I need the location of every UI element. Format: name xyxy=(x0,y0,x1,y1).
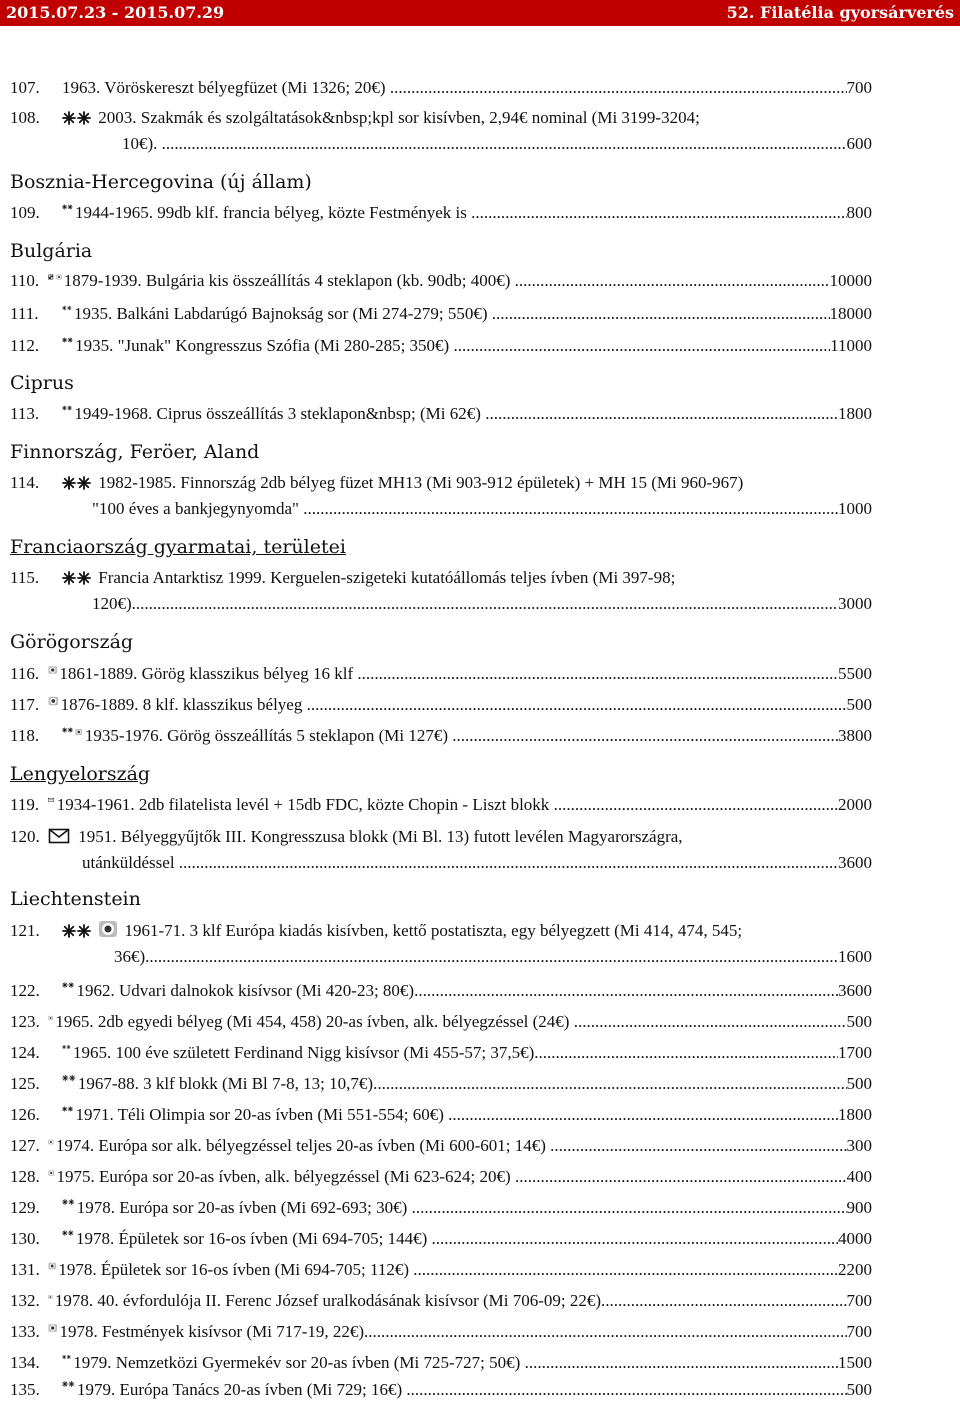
lot-119 xyxy=(10,792,872,818)
lot-price: 3600 xyxy=(838,981,872,1000)
lot-description: 1974. Európa sor alk. bélyegzéssel teljes 20-as ívben (Mi 600-601; 14€) xyxy=(55,1136,551,1155)
lot-description: 1978. Épületek sor 16-os ívben (Mi 694-705; 112€) xyxy=(58,1260,414,1279)
lot-description: 1963. Vöröskereszt bélyegfüzet (Mi 1326; 20€) xyxy=(62,78,390,97)
lot-number: 129. xyxy=(10,1198,40,1217)
cancelled-icon xyxy=(75,723,83,741)
postfrisch-icon xyxy=(62,200,73,214)
lot-number: 116. xyxy=(10,664,40,683)
lot-description-line1: Francia Antarktisz 1999. Kerguelen-szigeteki kutatóállomás teljes ívben (Mi 397-98; xyxy=(98,568,676,587)
postfrisch-icon xyxy=(62,476,92,490)
lot-number: 117. xyxy=(10,695,40,714)
auction-title: 52. Filatélia gyorsárverés xyxy=(726,3,954,22)
postfrisch-icon xyxy=(62,401,72,415)
lot-number: 109. xyxy=(10,203,40,222)
lot-number: 135. xyxy=(10,1380,40,1399)
lot-price: 1500 xyxy=(838,1353,872,1372)
lot-description: 1935. "Junak" Kongresszus Szófia (Mi 280-285; 350€) xyxy=(75,336,454,355)
lot-description: utánküldéssel xyxy=(82,853,179,872)
leader-dots xyxy=(357,661,838,687)
leader-dots xyxy=(601,1288,846,1314)
lot-description: 1944-1965. 99db klf. francia bélyeg, közte Festmények is xyxy=(75,203,472,222)
lot-price: 500 xyxy=(846,1074,872,1093)
lot-description: 1965. 100 éve született Ferdinand Nigg kisívsor (Mi 455-57; 37,5€) xyxy=(72,1043,535,1062)
lot-number: 128. xyxy=(10,1167,40,1186)
lot-115 xyxy=(10,565,872,617)
postfrisch-icon xyxy=(62,924,92,938)
lot-price: 500 xyxy=(846,1012,872,1031)
lot-108 xyxy=(10,105,872,157)
lot-price: 900 xyxy=(846,1198,872,1217)
postfrisch-icon xyxy=(62,111,92,125)
section-heading: Görögország xyxy=(10,631,134,653)
lot-number: 115. xyxy=(10,568,40,587)
lot-description: 1861-1889. Görög klasszikus bélyeg 16 klf xyxy=(59,664,358,683)
leader-dots xyxy=(534,1040,838,1066)
lot-128 xyxy=(10,1164,872,1190)
lot-price: 700 xyxy=(846,1291,872,1310)
leader-dots xyxy=(432,1226,839,1252)
cancelled-icon xyxy=(48,1288,53,1306)
leader-dots xyxy=(452,723,838,749)
lot-price: 300 xyxy=(846,1136,872,1155)
cancelled-icon xyxy=(48,1319,57,1337)
lot-price: 3000 xyxy=(838,594,872,613)
lot-121 xyxy=(10,918,872,970)
section-heading: Lengyelország xyxy=(10,763,151,785)
lot-description: 1934-1961. 2db filatelista levél + 15db FDC, közte Chopin - Liszt blokk xyxy=(56,795,554,814)
postfrisch-icon xyxy=(62,723,73,737)
lot-price: 600 xyxy=(846,134,872,153)
leader-dots xyxy=(453,333,830,359)
lot-description: 1979. Nemzetközi Gyermekév sor 20-as ívben (Mi 725-727; 50€) xyxy=(73,1353,525,1372)
postfrisch-icon xyxy=(62,978,74,992)
lot-price: 18000 xyxy=(829,304,872,323)
postfrisch-icon xyxy=(62,1102,73,1116)
lot-price: 4000 xyxy=(838,1229,872,1248)
lot-price: 500 xyxy=(846,1380,872,1399)
lot-111 xyxy=(10,301,872,327)
lot-description-line1: 1951. Bélyeggyűjtők III. Kongresszusa blokk (Mi Bl. 13) futott levélen Magyarországra, xyxy=(78,827,683,846)
lot-number: 118. xyxy=(10,726,40,745)
lot-number: 122. xyxy=(10,981,40,1000)
leader-dots xyxy=(390,75,847,101)
lot-126 xyxy=(10,1102,872,1128)
lot-price: 800 xyxy=(846,203,872,222)
lot-133 xyxy=(10,1319,872,1345)
leader-dots xyxy=(448,1102,838,1128)
lot-107 xyxy=(10,75,872,101)
lot-description: 1971. Téli Olimpia sor 20-as ívben (Mi 551-554; 60€) xyxy=(75,1105,449,1124)
lot-price: 3600 xyxy=(838,853,872,872)
postfrisch-icon xyxy=(62,1071,76,1085)
leader-dots xyxy=(485,401,838,427)
lot-number: 132. xyxy=(10,1291,40,1310)
cancelled-icon xyxy=(48,1257,56,1275)
leader-dots xyxy=(307,692,847,718)
lot-number: 107. xyxy=(10,78,40,97)
lot-number: 133. xyxy=(10,1322,40,1341)
lot-description: 10€). xyxy=(122,134,162,153)
postfrisch-icon xyxy=(62,1350,71,1364)
lot-number: 114. xyxy=(10,473,40,492)
lot-description: 1978. 40. évfordulója II. Ferenc József uralkodásának kisívsor (Mi 706-09; 22€) xyxy=(54,1291,602,1310)
leader-dots xyxy=(515,1164,847,1190)
envelope-icon xyxy=(48,828,72,844)
cancelled-icon xyxy=(56,268,62,286)
lot-number: 108. xyxy=(10,108,40,127)
cancelled-icon xyxy=(48,1133,54,1151)
leader-dots xyxy=(554,792,838,818)
lot-description: 1978. Európa sor 20-as ívben (Mi 692-693; 30€) xyxy=(76,1198,412,1217)
postfrisch-icon xyxy=(62,1377,75,1391)
lot-number: 127. xyxy=(10,1136,40,1155)
section-heading: Bulgária xyxy=(10,240,93,262)
lot-number: 119. xyxy=(10,795,40,814)
lot-number: 121. xyxy=(10,921,40,940)
lot-price: 1800 xyxy=(838,1105,872,1124)
lot-description: 1965. 2db egyedi bélyeg (Mi 454, 458) 20-as ívben, alk. bélyegzéssel (24€) xyxy=(55,1012,574,1031)
cancelled-icon xyxy=(98,920,118,938)
lot-description: 1975. Európa sor 20-as ívben, alk. bélyegzéssel (Mi 623-624; 20€) xyxy=(56,1167,515,1186)
section-heading: Franciaország gyarmatai, területei xyxy=(10,536,346,558)
lot-description: 1978. Épületek sor 16-os ívben (Mi 694-705; 144€) xyxy=(75,1229,432,1248)
lot-description: 1935. Balkáni Labdarúgó Bajnokság sor (Mi 274-279; 550€) xyxy=(73,304,492,323)
lot-description: 1879-1939. Bulgária kis összeállítás 4 steklapon (kb. 90db; 400€) xyxy=(63,271,515,290)
lot-113 xyxy=(10,401,872,427)
lot-price: 1700 xyxy=(838,1043,872,1062)
leader-dots xyxy=(303,496,838,522)
postfrisch-icon xyxy=(62,1040,71,1054)
lot-description: 120€).... xyxy=(92,594,149,613)
leader-dots xyxy=(412,1195,847,1221)
lot-price: 700 xyxy=(846,78,872,97)
lot-130 xyxy=(10,1226,872,1252)
section-heading: Ciprus xyxy=(10,372,74,394)
lot-description: 1876-1889. 8 klf. klasszikus bélyeg xyxy=(60,695,307,714)
lot-117 xyxy=(10,692,872,718)
leader-dots xyxy=(364,1319,846,1345)
lot-description: 1979. Európa Tanács 20-as ívben (Mi 729; 16€) xyxy=(76,1380,407,1399)
section-heading: Liechtenstein xyxy=(10,888,141,910)
leader-dots xyxy=(149,591,838,617)
lot-124 xyxy=(10,1040,872,1066)
lot-price: 500 xyxy=(846,695,872,714)
leader-dots xyxy=(492,301,830,327)
lot-description: 1949-1968. Ciprus összeállítás 3 steklapon&nbsp; (Mi 62€) xyxy=(74,404,486,423)
leader-dots xyxy=(373,1071,846,1097)
lot-price: 400 xyxy=(846,1167,872,1186)
mixed-icon xyxy=(48,268,54,286)
lot-114 xyxy=(10,470,872,522)
leader-dots xyxy=(406,1377,846,1403)
postfrisch-icon xyxy=(62,1195,75,1209)
lot-price: 5500 xyxy=(838,664,872,683)
lot-number: 134. xyxy=(10,1353,40,1372)
lot-description: "100 éves a bankjegynyomda" xyxy=(92,499,304,518)
postfrisch-icon xyxy=(62,1226,74,1240)
lot-127 xyxy=(10,1133,872,1159)
lot-price: 1800 xyxy=(838,404,872,423)
lot-132 xyxy=(10,1288,872,1314)
lot-number: 126. xyxy=(10,1105,40,1124)
lot-number: 125. xyxy=(10,1074,40,1093)
leader-dots xyxy=(414,978,838,1004)
lot-number: 130. xyxy=(10,1229,40,1248)
cancelled-icon xyxy=(48,1009,53,1027)
lot-number: 124. xyxy=(10,1043,40,1062)
lot-number: 131. xyxy=(10,1260,40,1279)
lot-price: 700 xyxy=(846,1322,872,1341)
cancelled-icon xyxy=(48,692,59,710)
postfrisch-icon xyxy=(62,571,92,585)
cancelled-icon xyxy=(48,1164,55,1182)
lot-price: 10000 xyxy=(829,271,872,290)
lot-price: 3800 xyxy=(838,726,872,745)
postfrisch-icon xyxy=(62,333,73,347)
leader-dots xyxy=(145,944,838,970)
lot-description-line1: 2003. Szakmák és szolgáltatások&nbsp;kpl sor kisívben, 2,94€ nominal (Mi 3199-3204; xyxy=(98,108,700,127)
section-heading: Bosznia-Hercegovina (új állam) xyxy=(10,171,312,193)
lot-116 xyxy=(10,661,872,687)
lot-description: 1962. Udvari dalnokok kisívsor (Mi 420-23; 80€) xyxy=(76,981,415,1000)
lot-125 xyxy=(10,1071,872,1097)
date-range: 2015.07.23 - 2015.07.29 xyxy=(6,3,225,22)
section-heading: Finnország, Feröer, Aland xyxy=(10,441,260,463)
lot-description-line1: 1982-1985. Finnország 2db bélyeg füzet MH13 (Mi 903-912 épületek) + MH 15 (Mi 960-967) xyxy=(98,473,744,492)
leader-dots xyxy=(574,1009,847,1035)
envelope-icon xyxy=(48,792,55,808)
lot-description-line1: 1961-71. 3 klf Európa kiadás kisívben, kettő postatiszta, egy bélyegzett (Mi 414, 474, 545; xyxy=(124,921,743,940)
lot-134 xyxy=(10,1350,872,1376)
leader-dots xyxy=(550,1133,846,1159)
lot-110 xyxy=(10,268,872,294)
lot-120 xyxy=(10,824,872,876)
postfrisch-icon xyxy=(62,301,72,315)
lot-price: 2200 xyxy=(838,1260,872,1279)
leader-dots xyxy=(515,268,830,294)
lot-131 xyxy=(10,1257,872,1283)
lot-118 xyxy=(10,723,872,749)
lot-number: 111. xyxy=(10,304,39,323)
lot-109 xyxy=(10,200,872,226)
lot-price: 2000 xyxy=(838,795,872,814)
lot-number: 123. xyxy=(10,1012,40,1031)
lot-description: 1935-1976. Görög összeállítás 5 steklapon (Mi 127€) xyxy=(84,726,453,745)
lot-price: 1600 xyxy=(838,947,872,966)
lot-price: 1000 xyxy=(838,499,872,518)
leader-dots xyxy=(413,1257,838,1283)
lot-123 xyxy=(10,1009,872,1035)
lot-112 xyxy=(10,333,872,359)
leader-dots xyxy=(525,1350,838,1376)
lot-number: 120. xyxy=(10,827,40,846)
lot-description: 1978. Festmények kisívsor (Mi 717-19, 22€) xyxy=(59,1322,365,1341)
leader-dots xyxy=(471,200,846,226)
lot-number: 113. xyxy=(10,404,40,423)
page-header xyxy=(0,0,960,26)
leader-dots xyxy=(162,131,847,157)
lot-122 xyxy=(10,978,872,1004)
lot-number: 112. xyxy=(10,336,40,355)
lot-description: 36€) xyxy=(114,947,146,966)
lot-135 xyxy=(10,1377,872,1403)
lot-number: 110. xyxy=(10,271,40,290)
lot-price: 11000 xyxy=(830,336,872,355)
leader-dots xyxy=(179,850,838,876)
cancelled-icon xyxy=(48,661,57,679)
lot-description: 1967-88. 3 klf blokk (Mi Bl 7-8, 13; 10,7€) xyxy=(77,1074,374,1093)
lot-129 xyxy=(10,1195,872,1221)
